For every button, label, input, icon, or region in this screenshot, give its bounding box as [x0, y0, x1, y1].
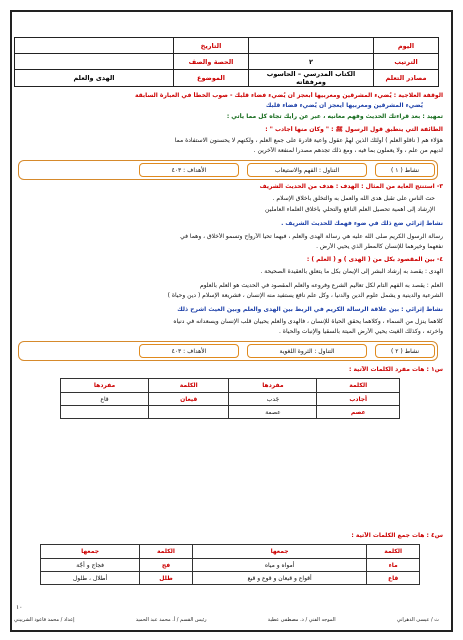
table-cell: عصم [317, 406, 400, 419]
table-cell: عصمة [229, 406, 317, 419]
message-b: نفعهما وخيرهما للإنسان كالمطر الذي يحيي الأرض . [316, 243, 443, 250]
sources-label: مصادر التعلم [374, 70, 439, 87]
table-cell: طلل [140, 572, 193, 585]
activity1-goals: الأهداف : ٤٠٣ [139, 163, 239, 177]
table-row [41, 559, 420, 572]
table-cell: أقواع و قيعان و قوع و قيع [192, 572, 366, 585]
page-number: ١٠ [16, 604, 23, 611]
order-value: ٢ [249, 54, 374, 70]
q1-line: الطائفة التي ينطبق قول الرسول ﷺ : " وكان منها أجادب " : [265, 126, 443, 133]
huda-line: الهدى : يقصد به إرشاد البشر إلى الإيمان بكل ما يتعلق بالعقيدة الصحيحة . [260, 268, 443, 275]
topic-label: الموضوع [174, 70, 249, 87]
singular-table [60, 378, 400, 419]
intro-line: تمهيد : بعد قراءتك الحديث وفهم معانيه ، عبر عن رأيك تجاه كل مما يأتي : [226, 113, 443, 120]
s3-bullet-1: حث الناس على تقبل هدى الله والعمل به والتخلق بأخلاق الإسلام . [272, 195, 435, 202]
header-table [14, 37, 439, 87]
day-label: اليوم [374, 38, 439, 54]
q1-answer-a: هؤلاء هم ( ناقلو العلم ) أولئك الذين لهمْ عقول واعية قادرة على جمع العلم ، ولكنهم لا يحسنون الاستفادة مما [174, 137, 443, 144]
footer [14, 617, 439, 623]
table-cell: أطلال ، طلول [41, 572, 140, 585]
table-cell: قاع [61, 393, 149, 406]
footer-head: رئيس القسم / أ. محمد عبد الحميد [135, 617, 207, 623]
class-value [15, 54, 174, 70]
footer-author: إعداد / محمد قاعود الشربيني [14, 617, 75, 623]
sources-value: الكتاب المدرسي – الحاسوب ومرفقاته [249, 70, 374, 87]
ilm-line-b: الشرعية والدينية و يشمل علوم الدين والدنيا ، وكل علم نافع يستفيد منه الإنسان ، فشريعة الإسلام ( دين وحياة ) [167, 292, 443, 299]
table-cell: فج [140, 559, 193, 572]
remedial-answer: يُضيء المشرقين ومغربيها أيعجز أن يُضيء فضاء قلبك [265, 102, 423, 109]
th-word: الكلمة [140, 545, 193, 559]
enrich-activity: نشاط إثرائي ضع ذلك في ضوء فهمك للحديث الشريف . [281, 220, 443, 227]
th-word: الكلمة [367, 545, 420, 559]
table-cell [149, 406, 229, 419]
footer-supervisor: الموجه الفني / د. مصطفى عطية [267, 617, 336, 623]
activity1-label: نشاط ( ١ ) [375, 163, 435, 177]
ilm-line-a: العلم : يقصد به الفهم التام لكل تعاليم الشرع وفروعه والعلم المقصود في الحديث هو العلم بالعلوم [199, 282, 443, 289]
act2-answer-a: كلاهما ينزل من السماء ، وكلاهما يحقق الحياة للإنسان ، فالهدى والعلم يحييان قلب الإنسان ويسعدانه في دنياه [173, 318, 443, 325]
plural-table [40, 544, 420, 585]
table-cell: قيعان [149, 393, 229, 406]
activity2-domain: التناول : الثروة اللغوية [247, 344, 367, 358]
table-cell: أجادب [317, 393, 400, 406]
date-value [15, 38, 174, 54]
th-word: الكلمة [317, 379, 400, 393]
table-row [41, 572, 420, 585]
th-plural: جمعها [41, 545, 140, 559]
th-singular: مفردها [229, 379, 317, 393]
topic-value: الهدى والعلم [15, 70, 174, 87]
sq1-line: س١ : هات مفرد الكلمات الآتية : [349, 366, 443, 373]
table-cell: قاع [367, 572, 420, 585]
s3-line: ٣- استنتج الغاية من المثال : الهدف : هدف من الحديث الشريف [259, 183, 443, 190]
table-cell: أمواه و مياه [192, 559, 366, 572]
order-label: الترتيب [374, 54, 439, 70]
remedial-line: الوقفة العلاجية : يُضيء المشرقين ومغربيها أبعجز أن يُضيء فضاء قلبك - صوب الخطأ في العبارة السابقة [134, 92, 443, 99]
table-row [61, 406, 400, 419]
day-value [249, 38, 374, 54]
class-label: الحصة والصف [174, 54, 249, 70]
message-a: رسالة الرسول الكريم صلى الله عليه هي رسالة الهدى والعلم ، فبهما تحيا الأرواح وتسمو الأخلاق ، وهما في [180, 233, 443, 240]
table-cell: جَدب [229, 393, 317, 406]
th-plural: جمعها [192, 545, 366, 559]
footer-teacher: ث / عيسى الدهراني [396, 617, 439, 623]
table-cell: فجاج و أجّة [41, 559, 140, 572]
sq4-line: س٤ : هات جمع الكلمات الآتية : [351, 532, 443, 539]
act2-line: نشاط إثرائي : بين علاقة الرسالة الكريم في الربط بين الهدى والعلم وبين الغيث اشرح ذلك [177, 306, 443, 313]
table-cell: ماء [367, 559, 420, 572]
q1-answer-b: لديهم من علم ، ولا يعملون بما فيه ، ومع ذلك تجدهم مصدرا لمنفعة الآخرين . [253, 147, 443, 154]
th-word: الكلمة [149, 379, 229, 393]
table-row [61, 393, 400, 406]
activity2-goals: الأهداف : ٤٠٣ [139, 344, 239, 358]
activity2-label: نشاط ( ٢ ) [375, 344, 435, 358]
s4-line: ٤- بين المقصود بكل من ( الهدى ) و ( العلم ) : [306, 256, 443, 263]
table-cell [61, 406, 149, 419]
activity1-domain: التناول : الفهم والاستيعاب [247, 163, 367, 177]
act2-answer-b: وآخرته ، وكذلك الغيث يحيي الأرض الميتة بالسقيا والإنبات والحياة . [278, 328, 443, 335]
date-label: التاريخ [174, 38, 249, 54]
s3-bullet-2: الإرشاد إلى أهمية تحصيل العلم النافع والتحلي بأخلاق العلماء العاملين [265, 206, 435, 213]
th-singular: مفردها [61, 379, 149, 393]
